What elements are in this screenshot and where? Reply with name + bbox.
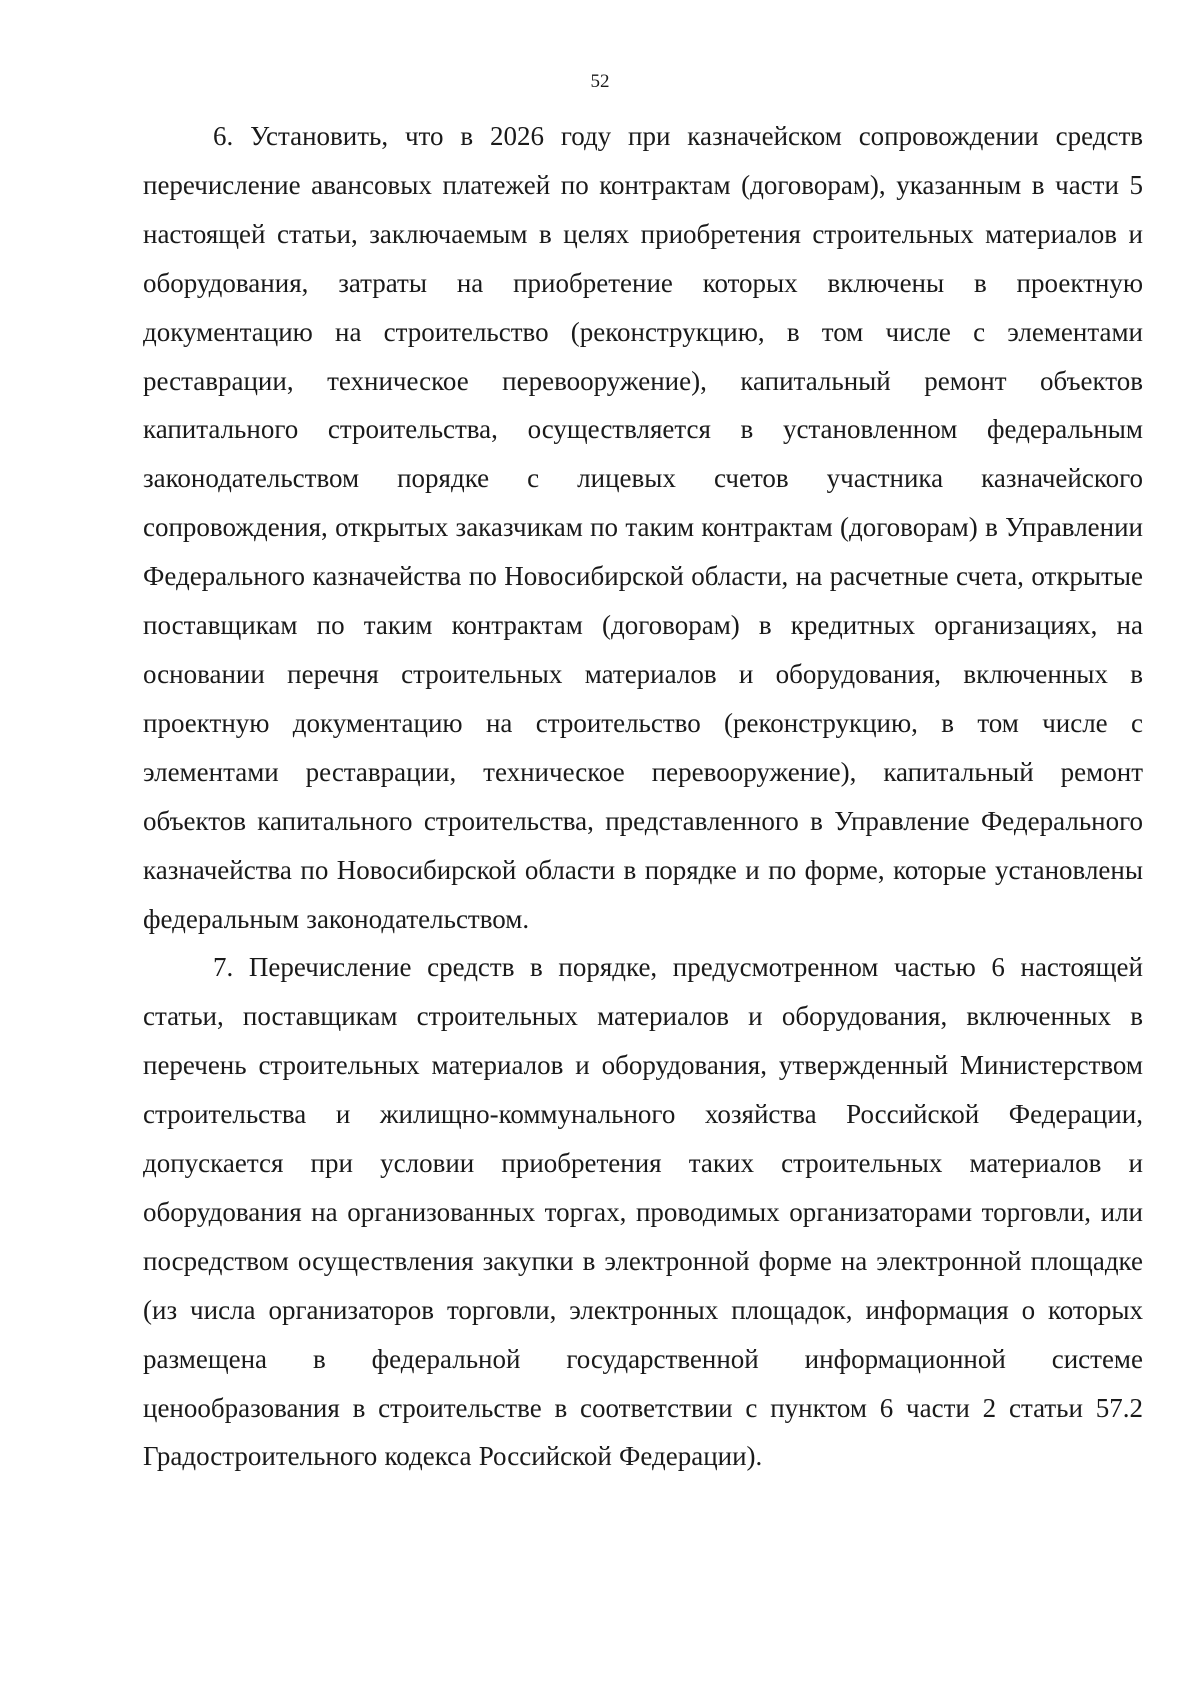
page-number: 52 (590, 71, 610, 92)
document-body (143, 112, 1143, 1481)
paragraph-6: 6. Установить, что в 2026 году при казначейском сопровождении средств перечисление авансовых платежей по контрактам (договорам), указанным в части 5 настоящей статьи, заключаемым в целях приобретения строительных материалов и оборудования, затраты на приобретение которых включены в проектную документацию на строительство (реконструкцию, в том числе с элементами реставрации, техническое перевооружение), капитальный ремонт объектов капитального строительства, осуществляется в установленном федеральным законодательством порядке с лицевых счетов участника казначейского сопровождения, открытых заказчикам по таким контрактам (договорам) в Управлении Федерального казначейства по Новосибирской области, на расчетные счета, открытые поставщикам по таким контрактам (договорам) в кредитных организациях, на основании перечня строительных материалов и оборудования, включенных в проектную документацию на строительство (реконструкцию, в том числе с элементами реставрации, техническое перевооружение), капитальный ремонт объектов капитального строительства, представленного в Управление Федерального казначейства по Новосибирской области в порядке и по форме, которые установлены федеральным законодательством. (143, 121, 1143, 934)
paragraph-7: 7. Перечисление средств в порядке, предусмотренном частью 6 настоящей статьи, поставщикам строительных материалов и оборудования, включенных в перечень строительных материалов и оборудования, утвержденный Министерством строительства и жилищно-коммунального хозяйства Российской Федерации, допускается при условии приобретения таких строительных материалов и оборудования на организованных торгах, проводимых организаторами торговли, или посредством осуществления закупки в электронной форме на электронной площадке (из числа организаторов торговли, электронных площадок, информация о которых размещена в федеральной государственной информационной системе ценообразования в строительстве в соответствии с пунктом 6 части 2 статьи 57.2 Градостроительного кодекса Российской Федерации). (143, 952, 1143, 1472)
